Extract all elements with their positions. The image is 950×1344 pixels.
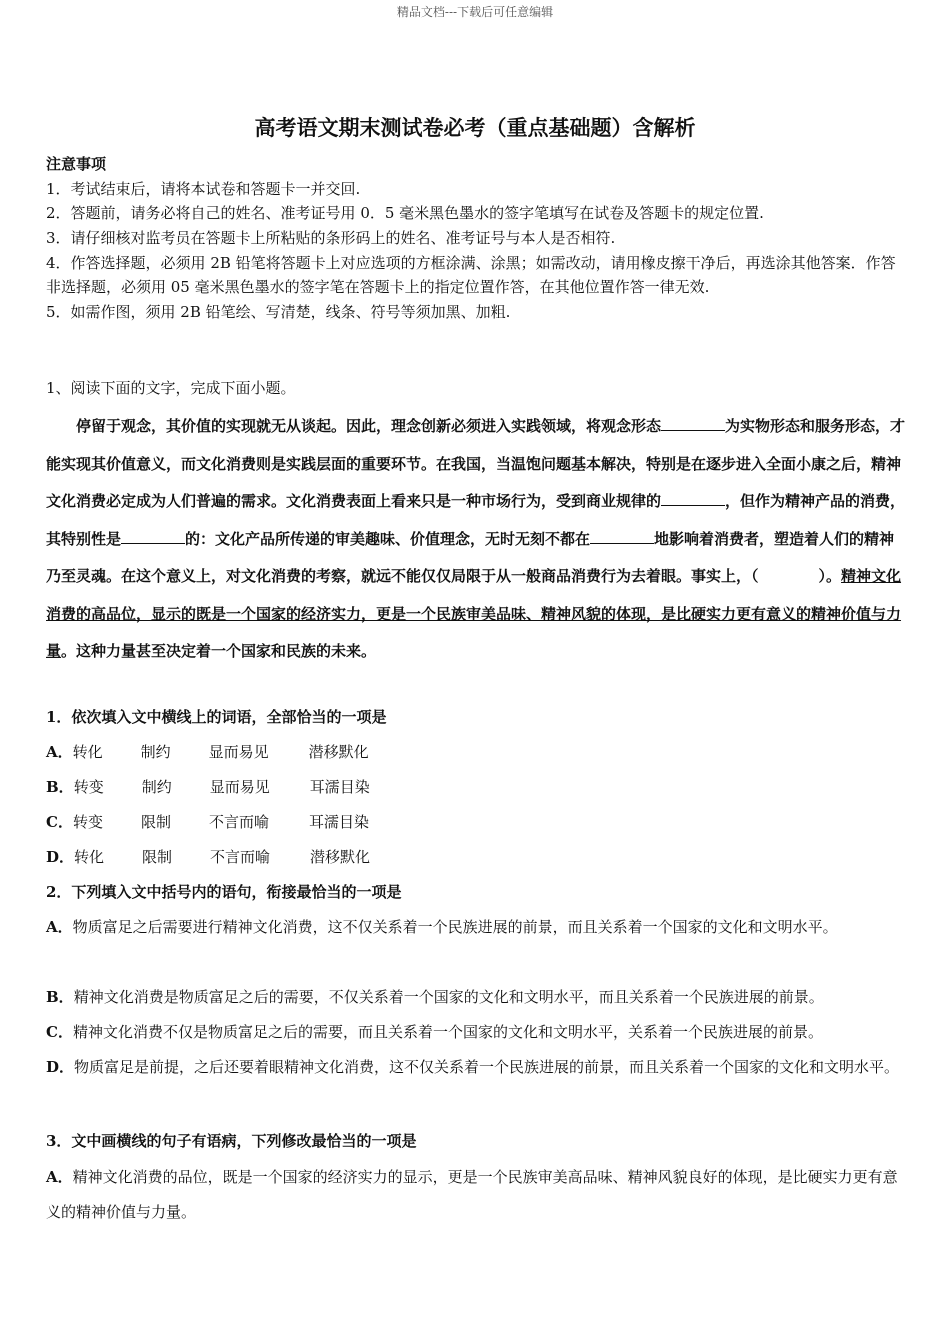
reading-passage (46, 408, 908, 671)
sub1-option-a[interactable]: A．转化 制约 显而易见 潜移默化 (46, 743, 369, 761)
note-item-1: 1．考试结束后，请将本试卷和答题卡一并交回. (46, 180, 361, 198)
sub1-option-c[interactable]: C．转变 限制 不言而喻 耳濡目染 (46, 813, 369, 831)
sub2-option-d[interactable]: D．物质富足是前提，之后还要着眼精神文化消费，这不仅关系着一个民族进展的前景，而且关系着一个国家的文化和文明水平。 (46, 1058, 900, 1076)
passage-text-4: 的：文化产品所传递的审美趣味、价值理念，无时无刻不都在 (185, 529, 591, 548)
sub1-option-d[interactable]: D．转化 限制 不言而喻 潜移默化 (46, 848, 371, 866)
sub2-option-b[interactable]: B．精神文化消费是物质富足之后的需要，不仅关系着一个国家的文化和文明水平，而且关系着一个民族进展的前景。 (46, 988, 824, 1006)
note-item-2: 2．答题前，请务必将自己的姓名、准考证号用 0．5 毫米黑色墨水的签字笔填写在试卷及答题卡的规定位置. (46, 204, 764, 222)
notes-title: 注意事项 (46, 155, 107, 173)
question-heading: 1、阅读下面的文字，完成下面小题。 (46, 379, 296, 397)
note-item-4: 4．作答选择题，必须用 2B 铅笔将答题卡上对应选项的方框涂满、涂黑；如需改动，请用橡皮擦干净后，再选涂其他答案．作答非选择题，必须用 05 毫米黑色墨水的签字笔在答题卡上的指定位置作答，在其他位置作答一律无效. (46, 254, 896, 296)
sub3-option-a[interactable]: A．精神文化消费的品位，既是一个国家的经济实力的显示，更是一个民族审美高品味、精神风貌良好的体现，是比硬实力更有意义的精神价值与力量。 (46, 1168, 898, 1221)
fill-blank-3 (121, 527, 185, 544)
note-item-3: 3．请仔细核对监考员在答题卡上所粘贴的条形码上的姓名、准考证号与本人是否相符. (46, 229, 616, 247)
sub3-stem: 3．文中画横线的句子有语病，下列修改最恰当的一项是 (46, 1132, 417, 1150)
passage-text-5: 地影响着消费者，塑造着人们的精神乃至灵魂。在这个意义上，对文化消费的考察，就远不能仅仅局限于从一般商品消费行为去着眼。事实上，（ (46, 529, 895, 585)
header-watermark: 精品文档---下载后可任意编辑 (396, 5, 554, 19)
fill-blank-2 (661, 489, 725, 506)
note-item-5: 5．如需作图，须用 2B 铅笔绘、写清楚，线条、符号等须加黑、加粗. (46, 303, 511, 321)
passage-text-2: 为实物形态和服务形态，才能实现其价值意义，而文化消费则是实践层面的重要环节。在我国，当温饱问题基本解决，特别是在逐步进入全面小康之后，精神文化消费必定成为人们普遍的需求。文化消费表面上看来只是一种市场行为，受到商业规律的 (46, 417, 906, 510)
sub2-option-a[interactable]: A．物质富足之后需要进行精神文化消费，这不仅关系着一个民族进展的前景，而且关系着一个国家的文化和文明水平。 (46, 918, 838, 936)
sub2-option-c[interactable]: C．精神文化消费不仅是物质富足之后的需要，而且关系着一个国家的文化和文明水平，关系着一个民族进展的前景。 (46, 1023, 823, 1041)
passage-text-1: 停留于观念，其价值的实现就无从谈起。因此，理念创新必须进入实践领域，将观念形态 (76, 417, 662, 435)
fill-blank-1 (661, 414, 725, 431)
underlined-sentence: 精神文化消费的高品位，显示的既是一个国家的经济实力，更是一个民族审美品味、精神风貌的体现，是比硬实力更有意义的精神价值与力量 (46, 567, 902, 660)
passage-text-6: ）。 (818, 567, 842, 585)
sub1-option-b[interactable]: B．转变 制约 显而易见 耳濡目染 (46, 778, 370, 796)
sub1-stem: 1．依次填入文中横线上的词语，全部恰当的一项是 (46, 708, 387, 726)
passage-text-7: 。这种力量甚至决定着一个国家和民族的未来。 (61, 642, 377, 660)
passage-text-3: ，但作为精神产品的消费，其特别性是 (46, 492, 906, 548)
page-title: 高考语文期末测试卷必考（重点基础题）含解析 (254, 115, 696, 140)
sub2-stem: 2．下列填入文中括号内的语句，衔接最恰当的一项是 (46, 883, 402, 901)
fill-blank-4 (590, 527, 654, 544)
